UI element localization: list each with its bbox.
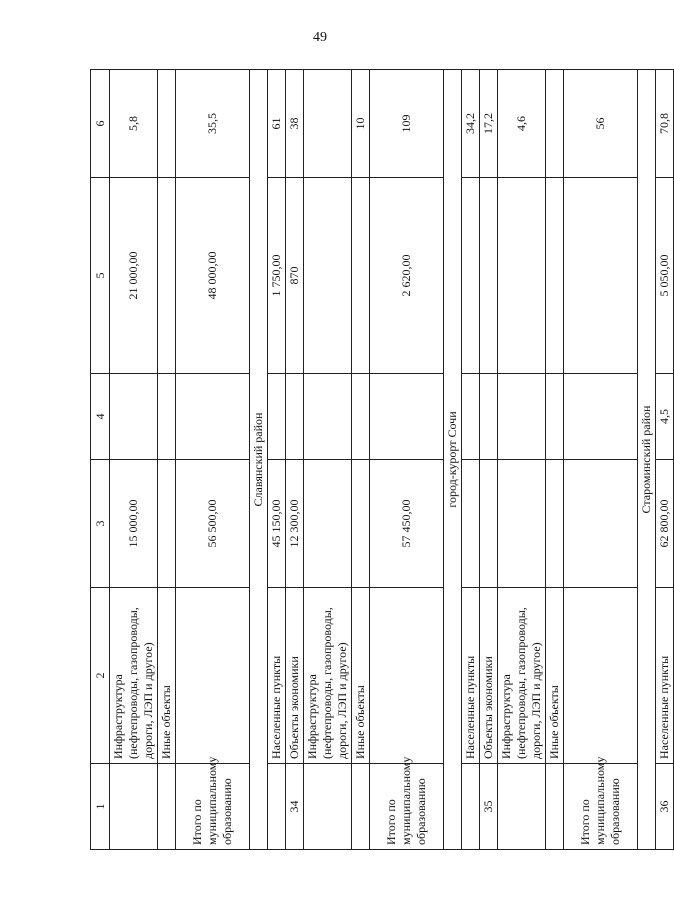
value-cell (564, 178, 638, 374)
object-type-cell: Иные объекты (352, 588, 370, 764)
object-type-cell: Инфраструктура (нефтепроводы, газопроводы, дороги, ЛЭП и другое) (498, 588, 546, 764)
value-cell (158, 374, 176, 460)
value-cell (546, 374, 564, 460)
value-cell (286, 374, 304, 460)
value-cell: 2 620,00 (370, 178, 444, 374)
row-number-cell (546, 764, 564, 850)
value-cell (498, 178, 546, 374)
table-row (110, 70, 158, 850)
table-row (370, 70, 444, 850)
value-cell: 62 800,00 (656, 460, 674, 588)
value-cell: 35,5 (176, 70, 250, 178)
value-cell (498, 374, 546, 460)
table-row (352, 70, 370, 850)
row-number-cell: 35 (480, 764, 498, 850)
object-type-cell (370, 588, 444, 764)
object-type-cell: Инфраструктура (нефтепроводы, газопроводы, дороги, ЛЭП и другое) (304, 588, 352, 764)
header-cell: 3 (91, 460, 110, 588)
section-row (638, 70, 656, 850)
object-type-cell: Населенные пункты (462, 588, 480, 764)
value-cell (480, 178, 498, 374)
table-row (176, 70, 250, 850)
value-cell (564, 460, 638, 588)
row-number-cell: Итого по муниципальному образованию (564, 764, 638, 850)
row-number-cell (498, 764, 546, 850)
object-type-cell: Населенные пункты (656, 588, 674, 764)
section-row (250, 70, 268, 850)
value-cell: 56 500,00 (176, 460, 250, 588)
rotated-table-container (90, 70, 671, 850)
value-cell: 870 (286, 178, 304, 374)
row-number-cell: Итого по муниципальному образованию (370, 764, 444, 850)
value-cell: 109 (370, 70, 444, 178)
value-cell (352, 460, 370, 588)
value-cell (304, 178, 352, 374)
section-title: город-курорт Сочи (444, 70, 462, 850)
value-cell: 12 300,00 (286, 460, 304, 588)
value-cell (158, 70, 176, 178)
row-number-cell (110, 764, 158, 850)
value-cell (110, 374, 158, 460)
value-cell (304, 460, 352, 588)
section-row (444, 70, 462, 850)
row-number-cell (158, 764, 176, 850)
value-cell (158, 460, 176, 588)
object-type-cell (564, 588, 638, 764)
table-wrapper (90, 70, 671, 850)
row-number-cell (462, 764, 480, 850)
value-cell: 61 (268, 70, 286, 178)
row-number-cell (268, 764, 286, 850)
value-cell: 5 050,00 (656, 178, 674, 374)
table-row (564, 70, 638, 850)
value-cell: 17,2 (480, 70, 498, 178)
value-cell: 38 (286, 70, 304, 178)
value-cell (480, 374, 498, 460)
value-cell: 48 000,00 (176, 178, 250, 374)
data-table (90, 69, 674, 850)
object-type-cell: Иные объекты (546, 588, 564, 764)
value-cell (268, 374, 286, 460)
value-cell: 56 (564, 70, 638, 178)
header-cell: 5 (91, 178, 110, 374)
object-type-cell (176, 588, 250, 764)
value-cell (352, 178, 370, 374)
value-cell (176, 374, 250, 460)
table-row (656, 70, 674, 850)
value-cell: 5,8 (110, 70, 158, 178)
value-cell (462, 178, 480, 374)
value-cell: 4,6 (498, 70, 546, 178)
value-cell (370, 374, 444, 460)
table-row (462, 70, 480, 850)
value-cell (304, 374, 352, 460)
header-cell: 4 (91, 374, 110, 460)
header-cell: 2 (91, 588, 110, 764)
value-cell (498, 460, 546, 588)
value-cell: 15 000,00 (110, 460, 158, 588)
object-type-cell: Населенные пункты (268, 588, 286, 764)
row-number-cell (352, 764, 370, 850)
row-number-cell: 34 (286, 764, 304, 850)
table-row (158, 70, 176, 850)
section-title: Славянский район (250, 70, 268, 850)
value-cell: 1 750,00 (268, 178, 286, 374)
value-cell (546, 70, 564, 178)
object-type-cell: Объекты экономики (480, 588, 498, 764)
table-row (480, 70, 498, 850)
value-cell (546, 178, 564, 374)
value-cell: 21 000,00 (110, 178, 158, 374)
header-cell: 6 (91, 70, 110, 178)
table-row (546, 70, 564, 850)
table-row (268, 70, 286, 850)
row-number-cell: 36 (656, 764, 674, 850)
value-cell (304, 70, 352, 178)
value-cell (352, 374, 370, 460)
table-row (304, 70, 352, 850)
table-row (498, 70, 546, 850)
value-cell: 57 450,00 (370, 460, 444, 588)
value-cell (480, 460, 498, 588)
object-type-cell: Иные объекты (158, 588, 176, 764)
value-cell (158, 178, 176, 374)
value-cell (462, 374, 480, 460)
table-row (286, 70, 304, 850)
value-cell: 4,5 (656, 374, 674, 460)
value-cell (564, 374, 638, 460)
value-cell (462, 460, 480, 588)
section-title: Староминский район (638, 70, 656, 850)
object-type-cell: Объекты экономики (286, 588, 304, 764)
value-cell: 70,8 (656, 70, 674, 178)
header-cell: 1 (91, 764, 110, 850)
row-number-cell: Итого по муниципальному образованию (176, 764, 250, 850)
value-cell: 45 150,00 (268, 460, 286, 588)
header-row (91, 70, 110, 850)
value-cell: 34,2 (462, 70, 480, 178)
value-cell: 10 (352, 70, 370, 178)
row-number-cell (304, 764, 352, 850)
value-cell (546, 460, 564, 588)
object-type-cell: Инфраструктура (нефтепроводы, газопроводы, дороги, ЛЭП и другое) (110, 588, 158, 764)
page-number: 49 (313, 30, 327, 45)
